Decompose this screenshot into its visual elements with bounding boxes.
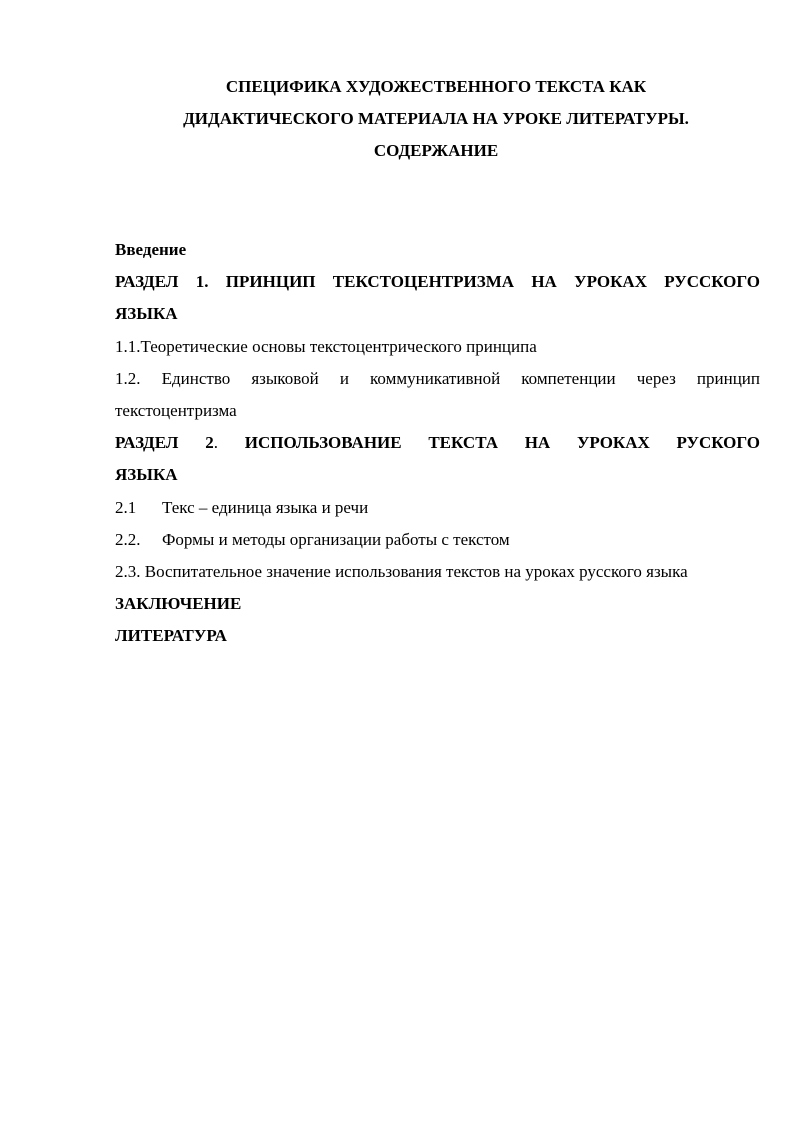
toc-item-1-2 <box>115 363 760 427</box>
toc-section-2 <box>115 427 760 491</box>
toc-section-2-line-2: ЯЗЫКА <box>115 465 178 485</box>
toc-conclusion: ЗАКЛЮЧЕНИЕ <box>115 594 242 614</box>
toc-section-2-dot: . <box>213 433 218 453</box>
toc-item-2-3 <box>115 556 760 588</box>
toc-section-1-line-1: РАЗДЕЛ 1. ПРИНЦИП ТЕКСТОЦЕНТРИЗМА НА УРОКАХ РУССКОГО <box>115 272 760 292</box>
title-line-1: СПЕЦИФИКА ХУДОЖЕСТВЕННОГО ТЕКСТА КАК <box>225 77 647 96</box>
document-title <box>100 71 772 167</box>
toc-section-2-title: ИСПОЛЬЗОВАНИЕ ТЕКСТА НА УРОКАХ РУСКОГО <box>244 433 760 453</box>
table-of-contents <box>115 234 760 653</box>
toc-introduction: Введение <box>115 240 187 259</box>
toc-item-2-2-text: Формы и методы организации работы с текстом <box>162 529 510 549</box>
toc-section-2-prefix: РАЗДЕЛ 2 <box>115 433 214 453</box>
toc-item-1-2-line-1: 1.2. Единство языковой и коммуникативной компетенции через принцип <box>115 368 760 388</box>
toc-item-2-1-text: Текс – единица языка и речи <box>162 497 369 517</box>
toc-item-1-1 <box>115 331 760 363</box>
toc-section-1-line-2: ЯЗЫКА <box>115 304 178 324</box>
toc-item-2-2 <box>115 524 760 556</box>
toc-section-2-line-1 <box>115 427 760 459</box>
toc-item-2-1 <box>115 492 760 524</box>
toc-item-2-3-text: 2.3. Воспитательное значение использования текстов на уроках русского языка <box>115 562 688 582</box>
toc-literature: ЛИТЕРАТУРА <box>115 626 227 646</box>
title-contents-heading: СОДЕРЖАНИЕ <box>373 141 499 160</box>
toc-item-1-1-text: 1.1.Теоретические основы текстоцентрического принципа <box>115 336 537 356</box>
toc-item-2-1-number: 2.1 <box>115 497 137 517</box>
toc-item-2-2-number: 2.2. <box>115 529 141 549</box>
toc-item-1-2-line-2: текстоцентризма <box>115 401 237 421</box>
title-line-2: ДИДАКТИЧЕСКОГО МАТЕРИАЛА НА УРОКЕ ЛИТЕРАТУРЫ. <box>183 109 689 128</box>
toc-section-1 <box>115 266 760 330</box>
